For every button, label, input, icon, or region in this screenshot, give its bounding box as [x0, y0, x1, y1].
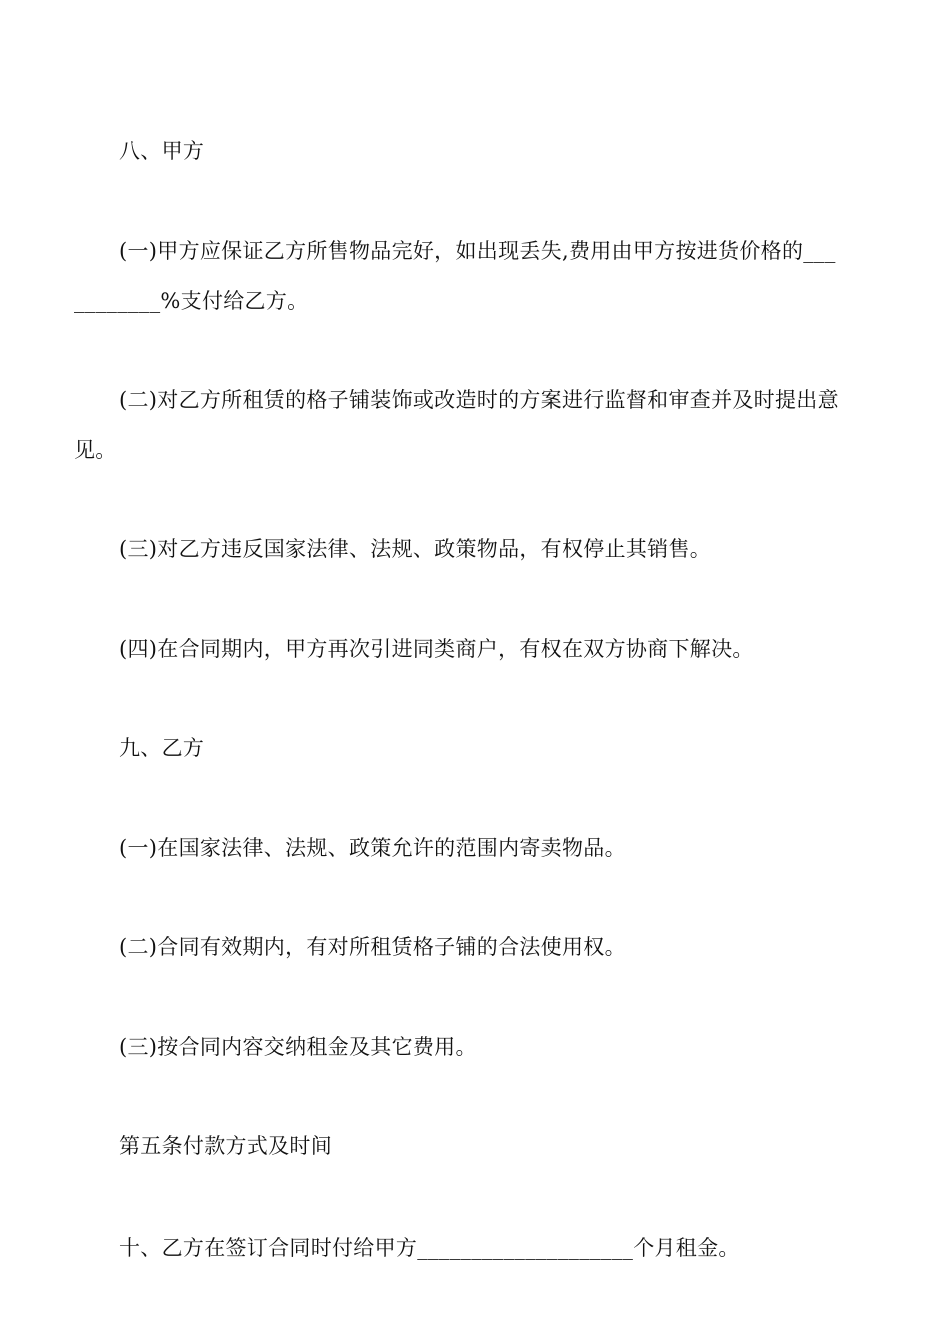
section-9-item-3: (三)按合同内容交纳租金及其它费用。	[119, 1035, 477, 1059]
section-8-item-1-line-2: ________%支付给乙方。	[74, 289, 309, 313]
section-9-heading: 九、乙方	[119, 736, 205, 760]
section-8-heading: 八、甲方	[119, 139, 205, 163]
section-8-item-2-line-1: (二)对乙方所租赁的格子铺装饰或改造时的方案进行监督和审查并及时提出意	[119, 388, 839, 412]
article-5-heading: 第五条付款方式及时间	[119, 1134, 332, 1158]
section-8-item-1-line-1: (一)甲方应保证乙方所售物品完好，如出现丢失,费用由甲方按进货价格的___	[119, 239, 836, 263]
section-8-item-4: (四)在合同期内，甲方再次引进同类商户，有权在双方协商下解决。	[119, 637, 754, 661]
section-10-line: 十、乙方在签订合同时付给甲方____________________个月租金。	[119, 1236, 740, 1260]
section-9-item-2: (二)合同有效期内，有对所租赁格子铺的合法使用权。	[119, 935, 626, 959]
section-8-item-3: (三)对乙方违反国家法律、法规、政策物品，有权停止其销售。	[119, 537, 712, 561]
section-9-item-1: (一)在国家法律、法规、政策允许的范围内寄卖物品。	[119, 836, 626, 860]
section-8-item-2-line-2: 见。	[74, 438, 117, 462]
